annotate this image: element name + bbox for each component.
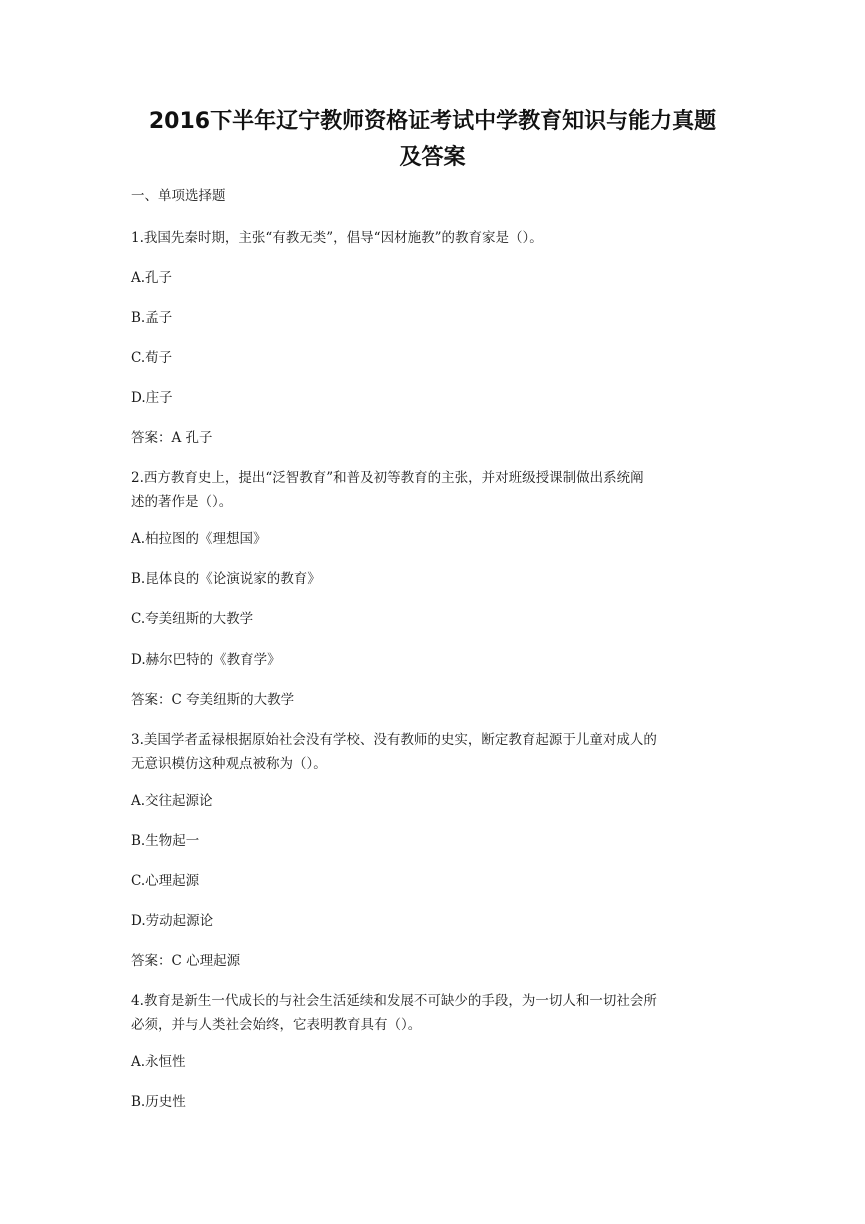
question-3-stem-line-1: 3.美国学者孟禄根据原始社会没有学校、没有教师的史实，断定教育起源于儿童对成人的 (131, 732, 657, 748)
title-line-1: 2016下半年辽宁教师资格证考试中学教育知识与能力真题 (148, 109, 717, 134)
question-3-stem (131, 728, 741, 776)
question-1-option-d: D.庄子 (131, 390, 173, 406)
question-2-option-b: B.昆体良的《论演说家的教育》 (131, 571, 321, 587)
question-3-option-b: B.生物起一 (131, 833, 200, 849)
question-3-stem-line-2: 无意识模仿这种观点被称为（）。 (131, 756, 327, 772)
question-1-option-a: A.孔子 (131, 270, 173, 286)
question-2-option-d: D.赫尔巴特的《教育学》 (131, 652, 281, 668)
question-3-option-a: A.交往起源论 (131, 793, 213, 809)
question-2-stem (131, 466, 741, 514)
question-2-option-a: A.柏拉图的《理想国》 (131, 531, 267, 547)
question-4-stem-line-2: 必须，并与人类社会始终，它表明教育具有（）。 (131, 1017, 422, 1033)
question-3-option-d: D.劳动起源论 (131, 913, 214, 929)
question-4-stem-line-1: 4.教育是新生一代成长的与社会生活延续和发展不可缺少的手段，为一切人和一切社会所 (131, 993, 657, 1009)
question-2-answer: 答案：C 夸美纽斯的大教学 (131, 692, 295, 708)
question-2-option-c: C.夸美纽斯的大教学 (131, 611, 254, 627)
section-heading: 一、单项选择题 (131, 188, 226, 204)
question-1-option-c: C.荀子 (131, 350, 173, 366)
question-1-option-b: B.孟子 (131, 310, 173, 326)
question-2-stem-line-1: 2.西方教育史上，提出“泛智教育”和普及初等教育的主张，并对班级授课制做出系统阐 (131, 470, 644, 486)
question-3-answer: 答案：C 心理起源 (131, 953, 241, 969)
question-1-answer: 答案：A 孔子 (131, 430, 213, 446)
question-4-option-b: B.历史性 (131, 1094, 186, 1110)
question-4-option-a: A.永恒性 (131, 1054, 186, 1070)
question-1-stem: 1.我国先秦时期，主张“有教无类”，倡导“因材施教”的教育家是（）。 (131, 230, 543, 246)
question-2-stem-line-2: 述的著作是（）。 (131, 494, 233, 510)
title-line-2: 及答案 (399, 145, 466, 170)
document-title (110, 104, 755, 176)
question-3-option-c: C.心理起源 (131, 873, 200, 889)
question-4-stem (131, 989, 741, 1037)
